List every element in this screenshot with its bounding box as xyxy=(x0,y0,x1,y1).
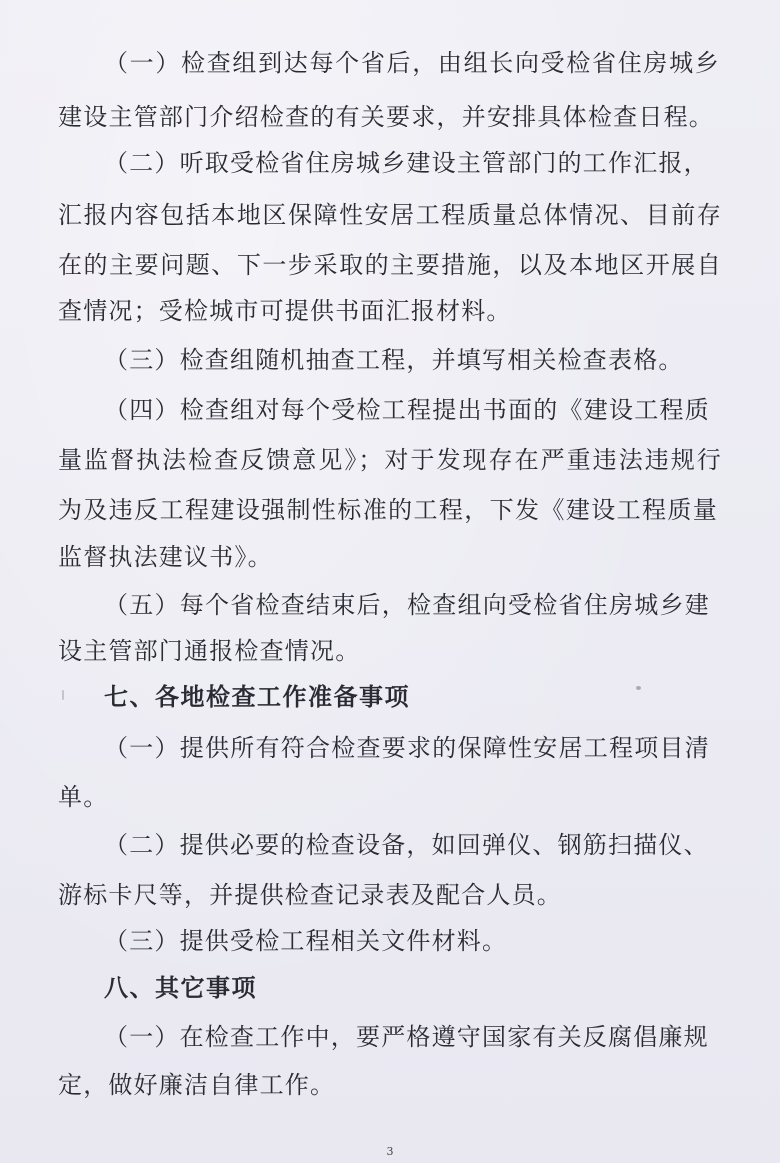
text-line: 设主管部门通报检查情况。 xyxy=(58,637,361,665)
text-line: 监督执法建议书》。 xyxy=(58,543,273,571)
text-line: 游标卡尺等，并提供检查记录表及配合人员。 xyxy=(58,881,562,909)
text-line: 量监督执法检查反馈意见》；对于发现存在严重违法违规行 xyxy=(58,446,722,474)
text-line: （一）检查组到达每个省后，由组长向受检省住房城乡 xyxy=(104,49,720,77)
text-line: （一）提供所有符合检查要求的保障性安居工程项目清 xyxy=(104,734,710,762)
text-line: 汇报内容包括本地区保障性安居工程质量总体情况、目前存 xyxy=(58,201,722,229)
text-line: 建设主管部门介绍检查的有关要求，并安排具体检查日程。 xyxy=(58,103,714,131)
text-line: 为及违反工程建设强制性标准的工程，下发《建设工程质量 xyxy=(58,496,718,524)
text-line: （二）提供必要的检查设备，如回弹仪、钢筋扫描仪、 xyxy=(104,831,709,859)
text-line: 定，做好廉洁自律工作。 xyxy=(58,1071,336,1099)
section-heading: 八、其它事项 xyxy=(104,974,257,1002)
page-number: 3 xyxy=(386,1145,394,1158)
scan-speck xyxy=(636,686,641,690)
text-line: 查情况；受检城市可提供书面汇报材料。 xyxy=(58,297,512,325)
scan-mark xyxy=(62,690,64,700)
text-line: （四）检查组对每个受检工程提出书面的《建设工程质 xyxy=(104,396,710,424)
text-line: 单。 xyxy=(58,783,109,811)
section-heading: 七、各地检查工作准备事项 xyxy=(104,683,410,711)
text-line: （五）每个省检查结束后，检查组向受检省住房城乡建 xyxy=(104,591,710,619)
text-line: 在的主要问题、下一步采取的主要措施，以及本地区开展自 xyxy=(58,251,722,279)
text-line: （一）在检查工作中，要严格遵守国家有关反腐倡廉规 xyxy=(104,1023,709,1051)
text-line: （二）听取受检省住房城乡建设主管部门的工作汇报， xyxy=(104,149,709,177)
text-line: （三）提供受检工程相关文件材料。 xyxy=(104,927,508,955)
text-line: （三）检查组随机抽查工程，并填写相关检查表格。 xyxy=(104,346,684,374)
